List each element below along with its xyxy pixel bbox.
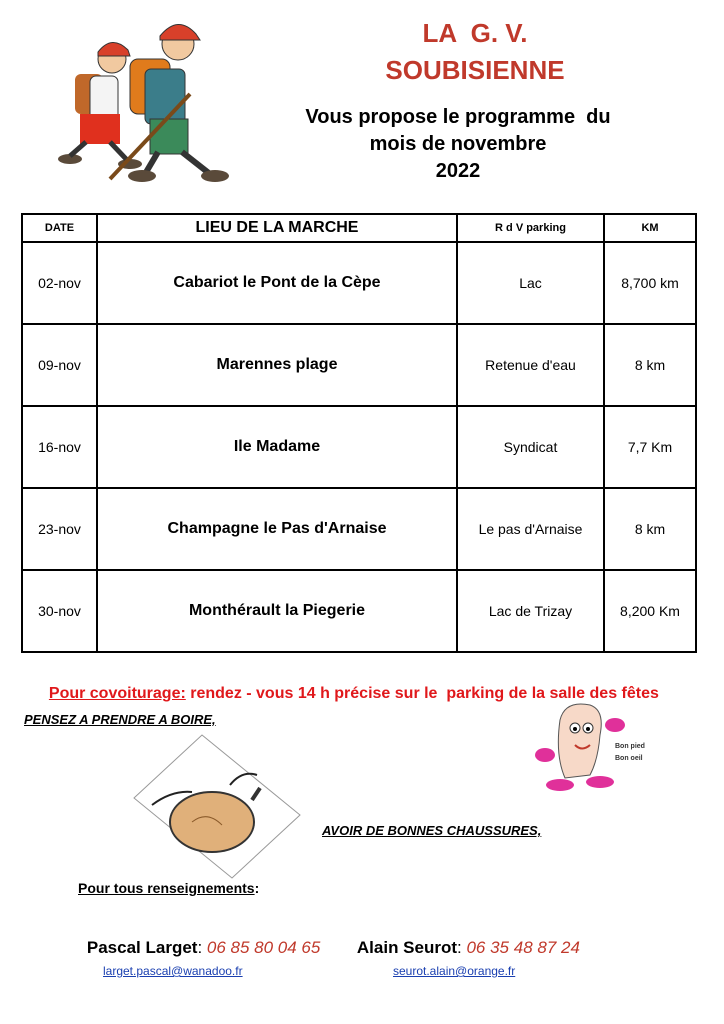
cell-date: 09-nov — [22, 324, 97, 406]
cell-rdv: Syndicat — [457, 406, 604, 488]
table-row — [22, 570, 696, 652]
foot-mascot-illustration — [520, 700, 680, 800]
col-header-lieu: LIEU DE LA MARCHE — [97, 214, 457, 242]
cell-km: 8,700 km — [604, 242, 696, 324]
cell-lieu: Ile Madame — [97, 406, 457, 488]
cell-rdv: Lac de Trizay — [457, 570, 604, 652]
table-row — [22, 488, 696, 570]
cell-rdv: Lac — [457, 242, 604, 324]
foot-mascot-text1: Bon pied — [615, 743, 645, 750]
contact-person2 — [348, 920, 580, 958]
cell-lieu: Champagne le Pas d'Arnaise — [97, 488, 457, 570]
reminder-drink: PENSEZ A PRENDRE A BOIRE, — [24, 712, 216, 727]
carpool-label: Pour covoiturage: — [48, 685, 186, 702]
cell-rdv: Retenue d'eau — [457, 324, 604, 406]
gourd-illustration — [132, 730, 302, 880]
foot-mascot-text2: Bon oeil — [615, 755, 643, 762]
contact-sep: : — [457, 938, 467, 957]
contact-heading — [78, 880, 259, 896]
table-row — [22, 324, 696, 406]
contact-name: Alain Seurot — [356, 938, 458, 957]
cell-lieu: Monthérault la Piegerie — [97, 570, 457, 652]
email-link-seurot[interactable]: seurot.alain@orange.fr — [393, 964, 516, 978]
hikers-illustration — [50, 14, 235, 189]
table-header-row — [22, 214, 696, 242]
cell-date: 23-nov — [22, 488, 97, 570]
cell-lieu: Marennes plage — [97, 324, 457, 406]
subtitle-line1: Vous propose le programme du — [305, 106, 611, 128]
contact-heading-text: Pour tous renseignements — [78, 880, 255, 896]
cell-km: 8 km — [604, 324, 696, 406]
carpool-text: rendez - vous 14 h précise sur le parking de la salle des fêtes — [185, 685, 659, 702]
title-line2: SOUBISIENNE — [385, 55, 565, 85]
reminder-shoes: AVOIR DE BONNES CHAUSSURES, — [322, 823, 542, 838]
col-header-km: KM — [604, 214, 696, 242]
contact-sep: : — [197, 938, 207, 957]
table-row — [22, 242, 696, 324]
carpool-notice — [40, 667, 700, 703]
contact-person1 — [78, 920, 320, 958]
contact-name: Pascal Larget — [86, 938, 198, 957]
subtitle-line3: 2022 — [435, 160, 481, 182]
program-table — [21, 213, 697, 653]
contact-phone: 06 35 48 87 24 — [466, 938, 580, 957]
table-row — [22, 406, 696, 488]
email-link-larget[interactable]: larget.pascal@wanadoo.fr — [103, 964, 243, 978]
col-header-rdv: R d V parking — [457, 214, 604, 242]
subtitle-line2: mois de novembre — [369, 133, 547, 155]
cell-date: 02-nov — [22, 242, 97, 324]
cell-rdv: Le pas d'Arnaise — [457, 488, 604, 570]
cell-date: 30-nov — [22, 570, 97, 652]
cell-date: 16-nov — [22, 406, 97, 488]
col-header-date: DATE — [22, 214, 97, 242]
cell-km: 8 km — [604, 488, 696, 570]
contact-heading-colon: : — [254, 880, 260, 896]
title-line1: LA G. V. — [422, 18, 528, 48]
contact-phone: 06 85 80 04 65 — [206, 938, 321, 957]
cell-lieu: Cabariot le Pont de la Cèpe — [97, 242, 457, 324]
cell-km: 7,7 Km — [604, 406, 696, 488]
cell-km: 8,200 Km — [604, 570, 696, 652]
